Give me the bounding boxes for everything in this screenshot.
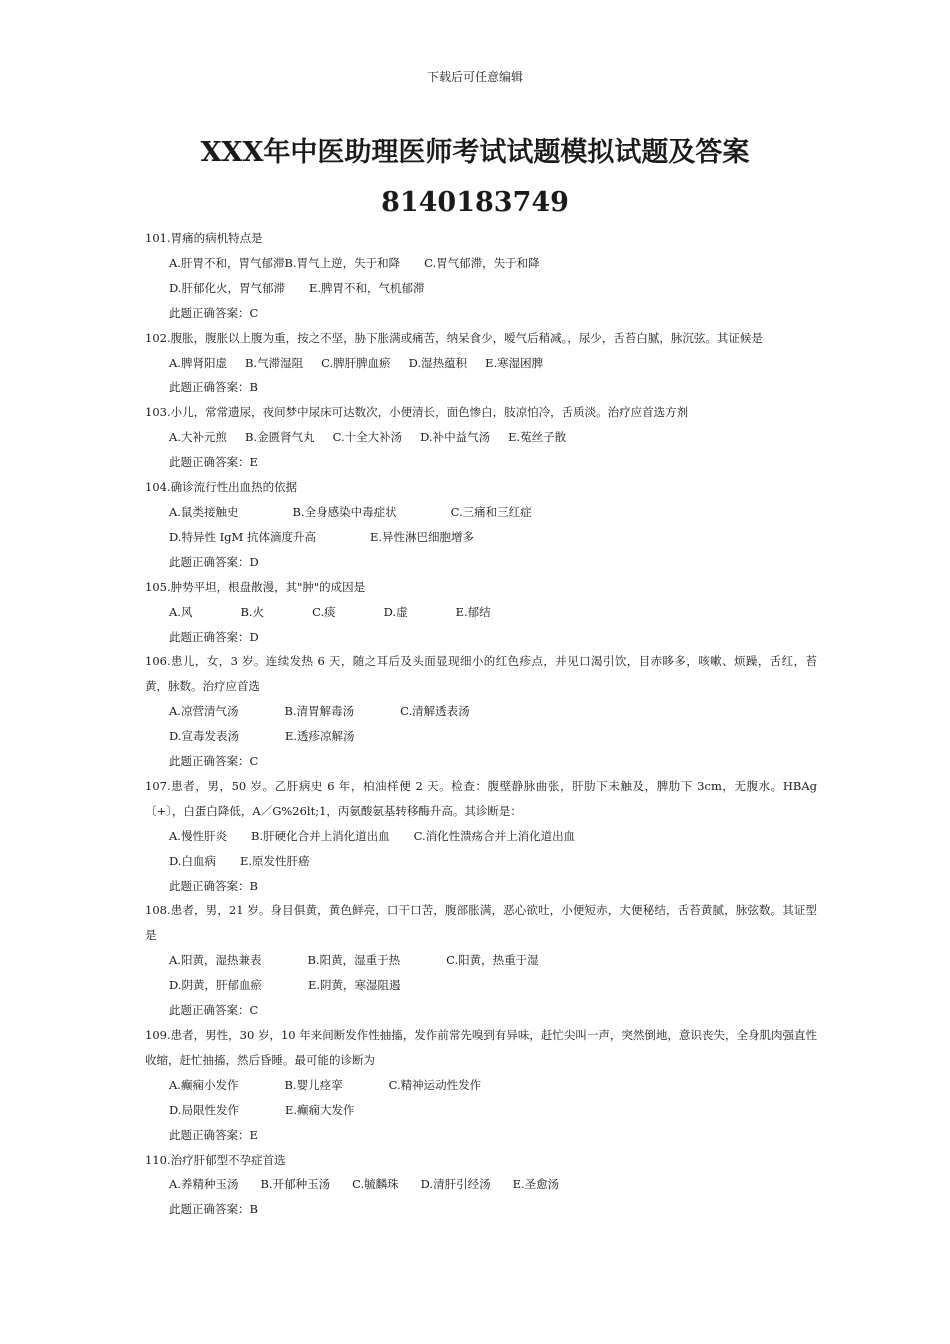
correct-answer: 此题正确答案：D <box>169 629 259 644</box>
answer-option: C.痰 <box>312 604 336 619</box>
page-header: 下载后可任意编辑 <box>426 70 523 84</box>
answer-option: B.婴儿痉挛 <box>284 1077 343 1092</box>
answer-option: D.局限性发作 <box>169 1102 239 1117</box>
answer-option: D.肝郁化火，胃气郁滞 <box>169 280 285 295</box>
answer-option: A.风 <box>169 604 193 619</box>
option-row <box>145 425 817 450</box>
answer-option: C.三痛和三红症 <box>450 504 532 519</box>
answer-option: B.肝硬化合并上消化道出血 <box>250 828 390 843</box>
question-item <box>145 774 817 899</box>
answer-option: E.透疹凉解汤 <box>284 729 355 744</box>
answer-option: A.大补元煎 <box>169 430 227 445</box>
answer-option: E.异性淋巴细胞增多 <box>369 529 475 544</box>
answer-option: E.寒湿困脾 <box>485 355 544 370</box>
option-row <box>145 948 817 973</box>
question-item <box>145 400 817 475</box>
answer-option: C.阳黄，热重于湿 <box>446 953 539 968</box>
answer-option: A.慢性肝炎 <box>169 828 227 843</box>
option-row <box>145 251 817 276</box>
option-row <box>145 1098 817 1123</box>
correct-answer: 此题正确答案：B <box>169 380 258 395</box>
answer-option: A.癫痫小发作 <box>169 1077 239 1092</box>
answer-option: A.脾肾阳虚 <box>169 355 227 370</box>
answer-option: E.阴黄，寒湿阻遏 <box>307 978 401 993</box>
question-item <box>145 575 817 650</box>
question-item <box>145 649 817 774</box>
answer-option: C.消化性溃疡合并上消化道出血 <box>413 828 576 843</box>
answer-option: E.圣愈汤 <box>512 1177 560 1192</box>
question-stem: 101.胃痛的病机特点是 <box>145 231 263 245</box>
correct-answer: 此题正确答案：D <box>169 554 259 569</box>
answer-option: D.补中益气汤 <box>420 430 491 445</box>
answer-option: D.白血病 <box>169 853 216 868</box>
correct-answer: 此题正确答案：C <box>169 754 259 769</box>
correct-answer: 此题正确答案：B <box>169 878 258 893</box>
question-stem: 104.确诊流行性出血热的依据 <box>145 480 298 495</box>
answer-option: E.脾胃不和，气机郁滞 <box>308 280 425 295</box>
correct-answer: 此题正确答案：C <box>169 1003 259 1018</box>
option-row <box>145 1172 817 1197</box>
answer-option: E.郁结 <box>455 604 491 619</box>
answer-option: B.阳黄，湿重于热 <box>307 953 401 968</box>
question-item <box>145 1023 817 1148</box>
answer-option: D.清肝引经汤 <box>420 1177 491 1192</box>
option-row <box>145 824 817 849</box>
document-title <box>0 128 950 228</box>
answer-option: C.十全大补汤 <box>332 430 403 445</box>
answer-option: E.癫痫大发作 <box>284 1102 355 1117</box>
question-stem: 102.腹胀，腹胀以上腹为重，按之不坚，胁下胀满或痛苦，纳呆食少，嗳气后稍减。，尿少，舌苔白腻，脉沉弦。其证候是 <box>145 330 763 345</box>
question-item <box>145 475 817 575</box>
option-row <box>145 600 817 625</box>
answer-option: D.阴黄，肝郁血瘀 <box>169 978 262 993</box>
option-row <box>145 500 817 525</box>
answer-option: C.脾肝脾血瘀 <box>321 355 391 370</box>
answer-option: A.凉营清气汤 <box>169 704 239 719</box>
answer-option: C.胃气郁滞，失于和降 <box>424 255 540 270</box>
title-line-2: 8140183749 <box>381 187 569 218</box>
question-stem: 109.患者，男性，30 岁，10 年来间断发作性抽搐，发作前常先嗅到有异味，赶忙尖叫一声，突然倒地，意识丧失，全身肌肉强直性收缩，赶忙抽搐，然后昏睡。最可能的诊断为 <box>145 1028 817 1067</box>
option-row <box>145 849 817 874</box>
option-row <box>145 973 817 998</box>
question-stem: 107.患者，男，50 岁。乙肝病史 6 年，柏油样便 2 天。检查：腹壁静脉曲张，肝肋下未触及，脾肋下 3cm，无腹水。HBAg〔+〕，白蛋白降低，A／G%26lt;1，丙氨酸氨基转移酶升高。其诊断是： <box>145 778 817 818</box>
question-stem: 106.患儿，女，3 岁。连续发热 6 天，随之耳后及头面显现细小的红色疹点，并见口渴引饮，目赤眵多，咳嗽、烦躁，舌红，苔黄，脉数。治疗应首选 <box>145 654 817 694</box>
answer-option: B.全身感染中毒症状 <box>292 504 397 519</box>
answer-option: C.精神运动性发作 <box>388 1077 482 1092</box>
question-item <box>145 226 817 326</box>
question-stem: 103.小儿，常常遗尿，夜间梦中尿床可达数次，小便清长，面色惨白，肢凉怕冷，舌质淡。治疗应首选方剂 <box>145 405 689 420</box>
answer-option: A.阳黄，湿热兼表 <box>169 953 262 968</box>
question-stem: 105.肿势平坦，根盘散漫，其"肿"的成因是 <box>145 579 366 594</box>
answer-option: A.肝胃不和，胃气郁滞 <box>169 255 285 270</box>
question-item <box>145 1148 817 1223</box>
answer-option: D.湿热蕴积 <box>408 355 468 370</box>
answer-option: B.清胃解毒汤 <box>284 704 355 719</box>
answer-option: B.气滞湿阻 <box>244 355 304 370</box>
answer-option: A.鼠类接触史 <box>169 504 239 519</box>
option-row <box>145 724 817 749</box>
option-row <box>145 525 817 550</box>
title-line-1: XXX年中医助理医师考试试题模拟试题及答案 <box>200 137 750 168</box>
question-item <box>145 898 817 1023</box>
answer-option: D.宣毒发表汤 <box>169 729 239 744</box>
question-stem: 110.治疗肝郁型不孕症首选 <box>145 1152 286 1167</box>
answer-option: C.毓麟珠 <box>352 1177 399 1192</box>
answer-option: B.金匮肾气丸 <box>244 430 315 445</box>
answer-option: D.虚 <box>383 604 408 619</box>
answer-option: D.特异性 IgM 抗体滴度升高 <box>169 529 316 544</box>
option-row <box>145 1073 817 1098</box>
answer-option: E.原发性肝癌 <box>239 853 310 868</box>
option-row <box>145 351 817 376</box>
correct-answer: 此题正确答案：C <box>169 305 259 320</box>
answer-option: E.菟丝子散 <box>508 430 567 445</box>
question-list <box>145 226 817 1222</box>
option-row <box>145 276 817 301</box>
answer-option: C.清解透表汤 <box>400 704 470 719</box>
answer-option: B.开郁种玉汤 <box>260 1177 331 1192</box>
option-row <box>145 699 817 724</box>
answer-option: A.养精种玉汤 <box>169 1177 239 1192</box>
correct-answer: 此题正确答案：B <box>169 1202 258 1217</box>
question-item <box>145 326 817 401</box>
correct-answer: 此题正确答案：E <box>169 1127 258 1142</box>
correct-answer: 此题正确答案：E <box>169 455 258 470</box>
answer-option: B.火 <box>240 604 265 619</box>
question-stem: 108.患者，男，21 岁。身目俱黄，黄色鲜亮，口干口苦，腹部胀满，恶心欲吐，小便短赤，大便秘结，舌苔黄腻，脉弦数。其证型是 <box>145 903 817 943</box>
answer-option: B.胃气上逆，失于和降 <box>284 255 401 270</box>
